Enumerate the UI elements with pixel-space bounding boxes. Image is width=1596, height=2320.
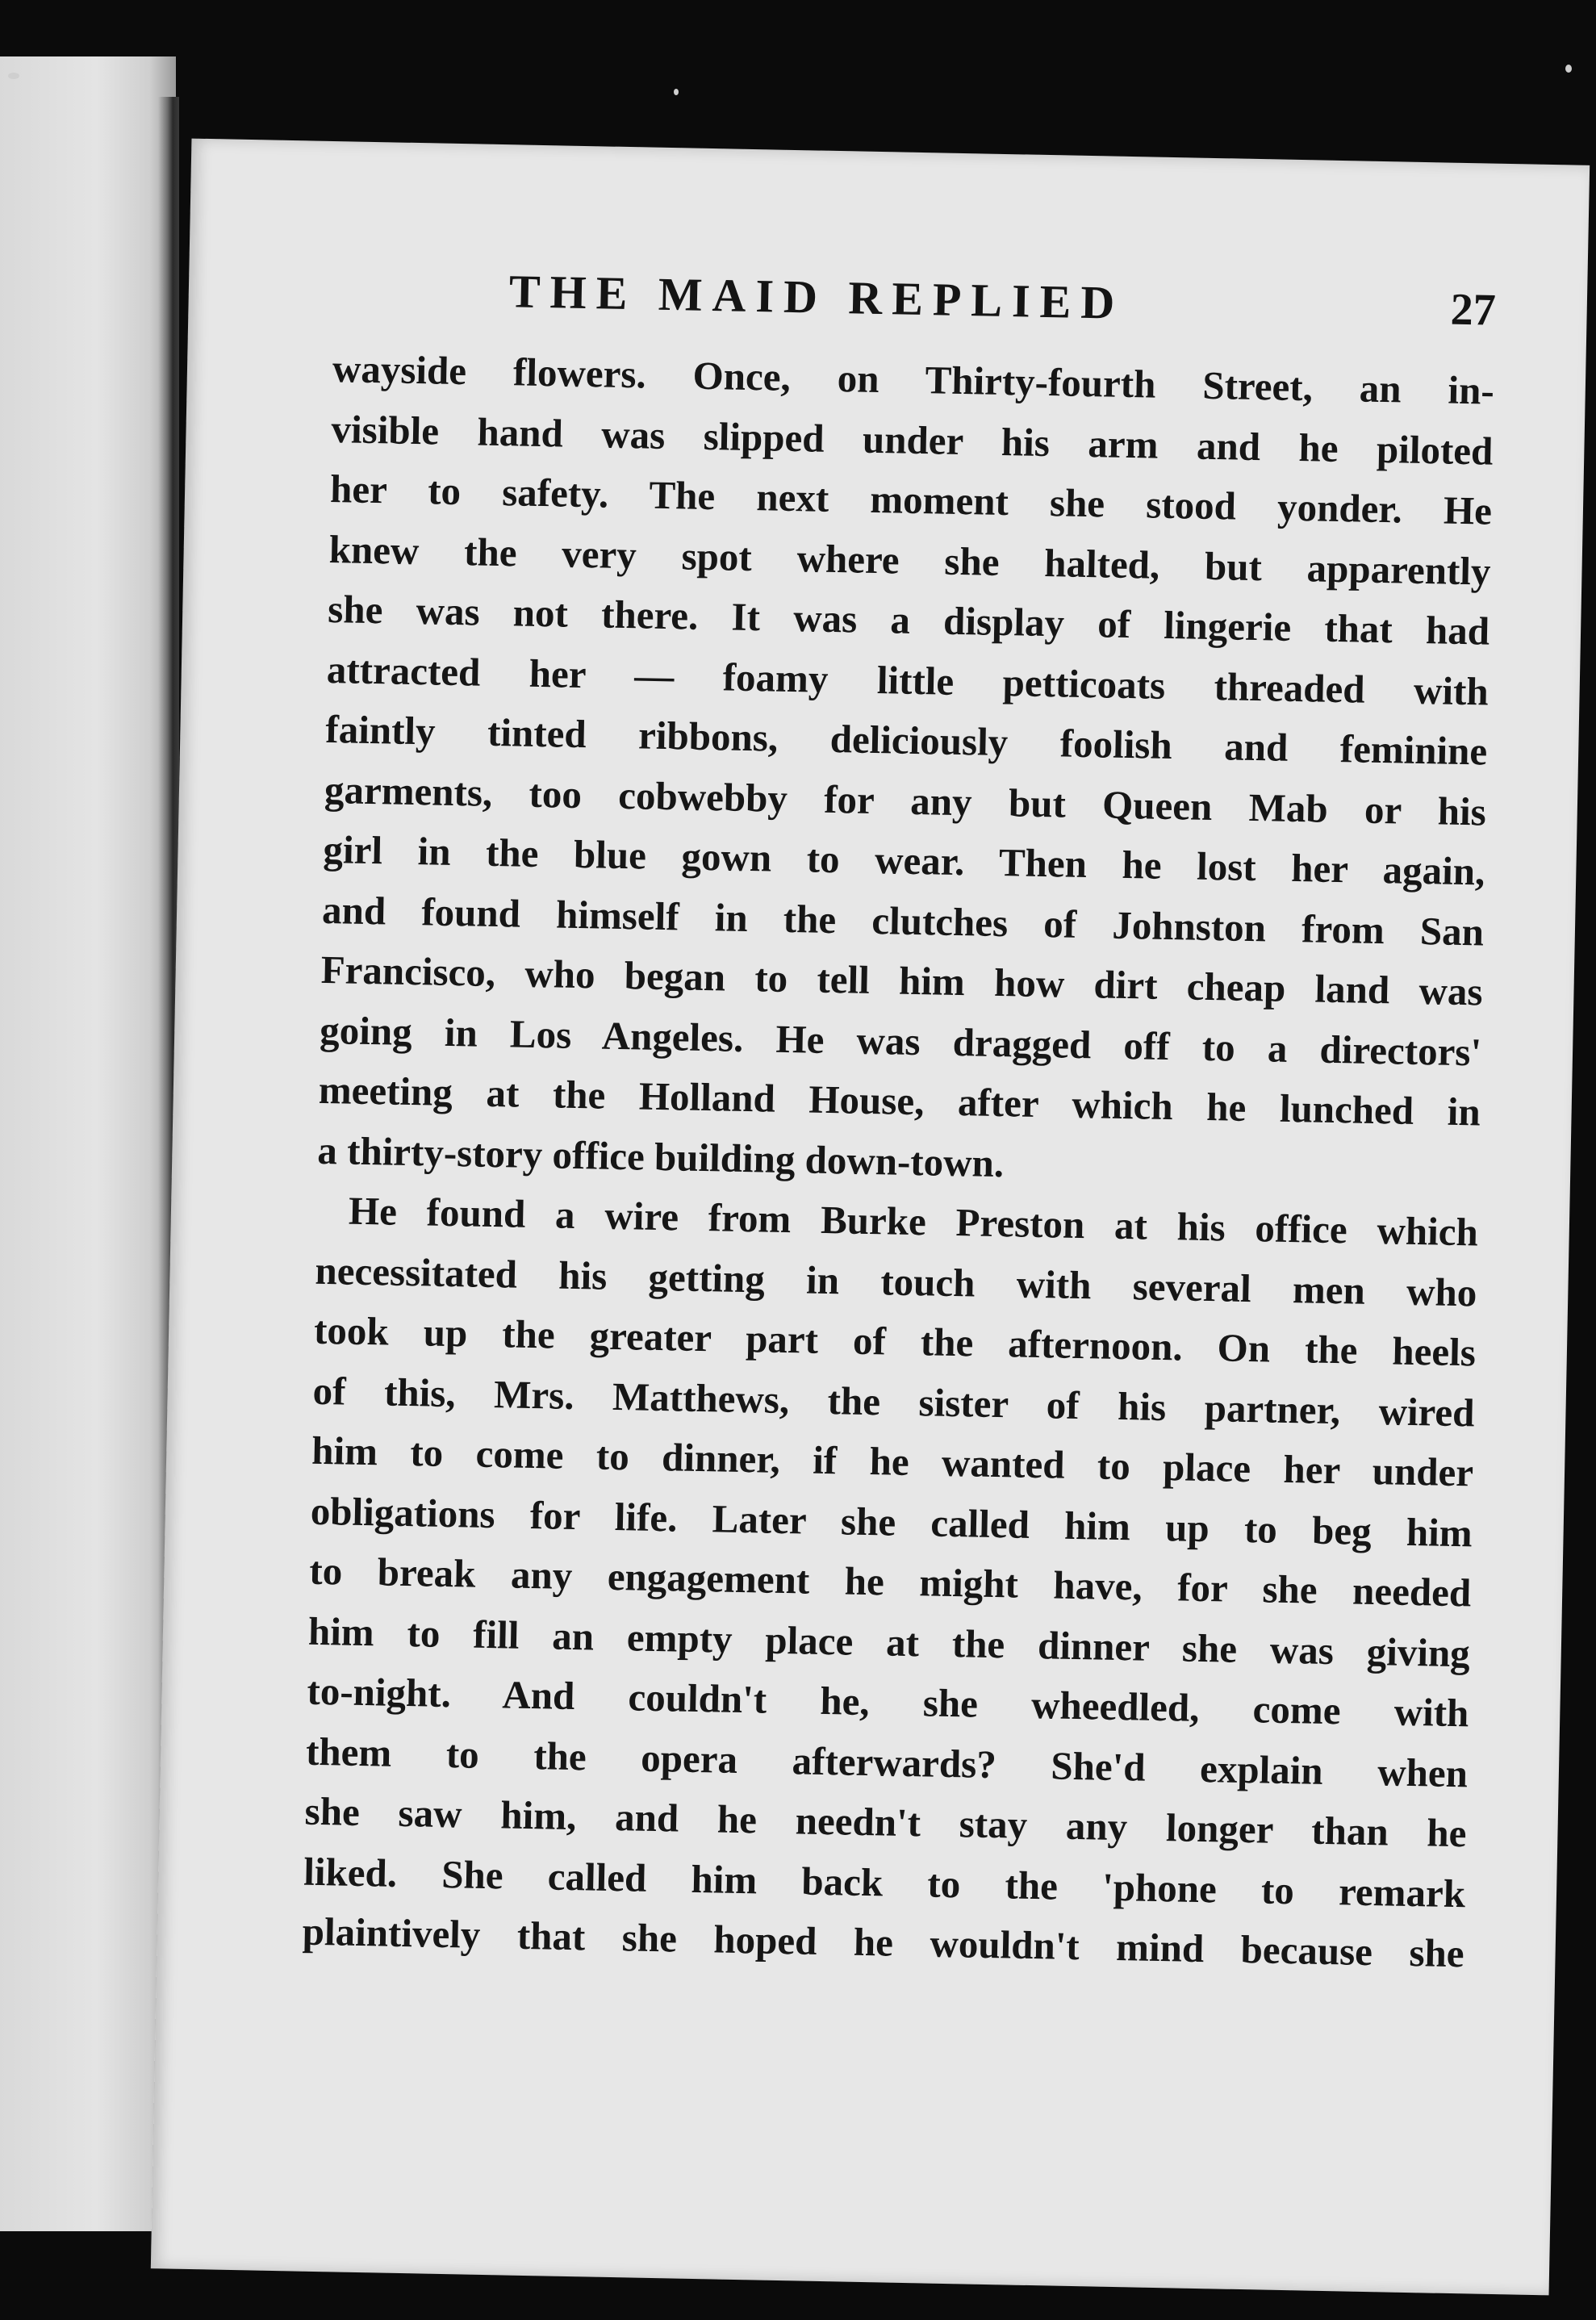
text-line: necessitated his getting in touch with several men who — [315, 1248, 1477, 1315]
text-line: faintly tinted ribbons, deliciously foolish and feminine — [324, 706, 1488, 774]
text-line: attracted her — foamy little petticoats threaded with — [326, 646, 1489, 714]
text-line: a thirty-story office building down-town. — [316, 1127, 1005, 1185]
text-line: Francisco, who began to tell him how dirt cheap land was — [320, 947, 1484, 1014]
scan-speck — [674, 89, 679, 95]
text-line: him to come to dinner, if he wanted to place her under — [311, 1428, 1474, 1495]
text-line: visible hand was slipped under his arm and he piloted — [331, 406, 1494, 474]
text-line: He found a wire from Burke Preston at his office which — [348, 1188, 1479, 1255]
text-line: of this, Mrs. Matthews, the sister of his partner, wired — [312, 1368, 1476, 1435]
text-line: she saw him, and he needn't stay any longer than he — [304, 1788, 1468, 1856]
text-line: knew the very spot where she halted, but apparently — [328, 526, 1492, 594]
scan-speck — [8, 73, 19, 79]
text-line: liked. She called him back to the 'phone to remark — [303, 1849, 1466, 1916]
running-title: THE MAID REPLIED — [508, 265, 1125, 329]
paragraph-2 — [302, 1181, 1478, 1984]
text-line: obligations for life. Later she called him up to beg him — [310, 1488, 1473, 1555]
body-text — [302, 339, 1494, 1984]
text-line: and found himself in the clutches of Johnston from San — [321, 887, 1485, 955]
text-line: meeting at the Holland House, after which he lunched in — [318, 1067, 1481, 1135]
running-header — [333, 261, 1496, 356]
text-line: going in Los Angeles. He was dragged off to a directors' — [319, 1007, 1482, 1075]
text-line: wayside flowers. Once, on Thirty-fourth Street, an in- — [332, 346, 1495, 413]
text-line: her to safety. The next moment she stood yonder. He — [329, 466, 1493, 533]
text-line: garments, too cobwebby for any but Queen Mab or his — [324, 767, 1487, 834]
page-number: 27 — [1450, 284, 1497, 336]
text-line: she was not there. It was a display of lingerie that had — [327, 586, 1490, 654]
text-line: girl in the blue gown to wear. Then he lost her again, — [323, 826, 1485, 894]
previous-page-edge — [0, 56, 176, 2231]
text-line: plaintively that she hoped he wouldn't mind because she — [302, 1908, 1465, 1976]
scan-speck — [1565, 65, 1572, 73]
book-page — [151, 139, 1590, 2296]
text-line: them to the opera afterwards? She'd explain when — [305, 1729, 1469, 1795]
text-line: him to fill an empty place at the dinner she was giving — [307, 1608, 1471, 1675]
text-line: to break any engagement he might have, for she needed — [308, 1548, 1472, 1616]
text-line: took up the greater part of the afternoon. On the heels — [313, 1307, 1477, 1375]
paragraph-1 — [317, 339, 1495, 1202]
text-line: to-night. And couldn't he, she wheedled, come with — [307, 1668, 1469, 1736]
